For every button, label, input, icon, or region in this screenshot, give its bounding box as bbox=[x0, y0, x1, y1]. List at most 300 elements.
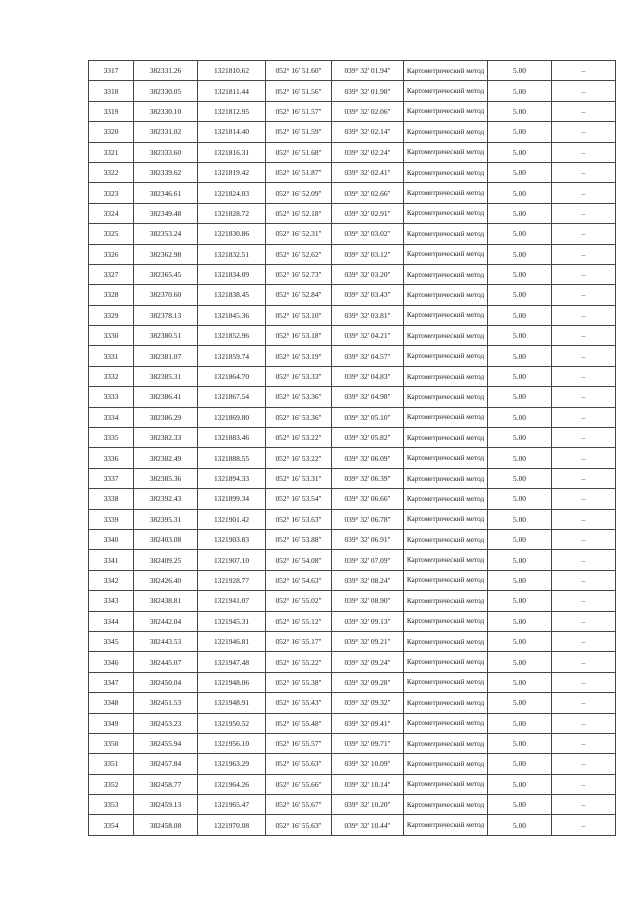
y-coordinate-cell: 1321947.48 bbox=[198, 652, 266, 672]
latitude-cell: 052° 16' 53.63" bbox=[266, 509, 332, 529]
table-row bbox=[89, 407, 616, 427]
x-coordinate-cell: 382453.23 bbox=[134, 713, 198, 733]
table-row bbox=[89, 672, 616, 692]
table-row bbox=[89, 570, 616, 590]
point-number-cell: 3341 bbox=[89, 550, 134, 570]
accuracy-cell: 5.00 bbox=[488, 468, 552, 488]
longitude-cell: 039° 32' 09.28" bbox=[332, 672, 404, 692]
latitude-cell: 052° 16' 55.67" bbox=[266, 795, 332, 815]
accuracy-cell: 5.00 bbox=[488, 795, 552, 815]
point-number-cell: 3354 bbox=[89, 815, 134, 835]
y-coordinate-cell: 1321945.31 bbox=[198, 611, 266, 631]
latitude-cell: 052° 16' 53.22" bbox=[266, 428, 332, 448]
description-cell: – bbox=[552, 815, 616, 835]
point-number-cell: 3327 bbox=[89, 264, 134, 284]
description-cell: – bbox=[552, 61, 616, 81]
x-coordinate-cell: 382365.45 bbox=[134, 264, 198, 284]
longitude-cell: 039° 32' 06.78" bbox=[332, 509, 404, 529]
latitude-cell: 052° 16' 53.18" bbox=[266, 326, 332, 346]
accuracy-cell: 5.00 bbox=[488, 693, 552, 713]
description-cell: – bbox=[552, 468, 616, 488]
point-number-cell: 3353 bbox=[89, 795, 134, 815]
accuracy-cell: 5.00 bbox=[488, 550, 552, 570]
description-cell: – bbox=[552, 611, 616, 631]
accuracy-cell: 5.00 bbox=[488, 81, 552, 101]
longitude-cell: 039° 32' 06.91" bbox=[332, 529, 404, 549]
x-coordinate-cell: 382349.48 bbox=[134, 203, 198, 223]
method-cell: Картометрический метод bbox=[404, 570, 488, 590]
description-cell: – bbox=[552, 407, 616, 427]
method-cell: Картометрический метод bbox=[404, 61, 488, 81]
description-cell: – bbox=[552, 122, 616, 142]
table-row bbox=[89, 489, 616, 509]
x-coordinate-cell: 382457.84 bbox=[134, 754, 198, 774]
table-row bbox=[89, 754, 616, 774]
point-number-cell: 3328 bbox=[89, 285, 134, 305]
description-cell: – bbox=[552, 774, 616, 794]
x-coordinate-cell: 382382.33 bbox=[134, 428, 198, 448]
table-row bbox=[89, 326, 616, 346]
accuracy-cell: 5.00 bbox=[488, 203, 552, 223]
description-cell: – bbox=[552, 326, 616, 346]
point-number-cell: 3337 bbox=[89, 468, 134, 488]
point-number-cell: 3318 bbox=[89, 81, 134, 101]
method-cell: Картометрический метод bbox=[404, 672, 488, 692]
y-coordinate-cell: 1321941.07 bbox=[198, 591, 266, 611]
description-cell: – bbox=[552, 754, 616, 774]
x-coordinate-cell: 382445.07 bbox=[134, 652, 198, 672]
table-row bbox=[89, 285, 616, 305]
longitude-cell: 039° 32' 09.41" bbox=[332, 713, 404, 733]
accuracy-cell: 5.00 bbox=[488, 733, 552, 753]
longitude-cell: 039° 32' 09.13" bbox=[332, 611, 404, 631]
point-number-cell: 3332 bbox=[89, 366, 134, 386]
method-cell: Картометрический метод bbox=[404, 203, 488, 223]
longitude-cell: 039° 32' 10.09" bbox=[332, 754, 404, 774]
longitude-cell: 039° 32' 02.91" bbox=[332, 203, 404, 223]
table-row bbox=[89, 224, 616, 244]
accuracy-cell: 5.00 bbox=[488, 387, 552, 407]
x-coordinate-cell: 382392.43 bbox=[134, 489, 198, 509]
method-cell: Картометрический метод bbox=[404, 693, 488, 713]
description-cell: – bbox=[552, 244, 616, 264]
x-coordinate-cell: 382409.25 bbox=[134, 550, 198, 570]
longitude-cell: 039° 32' 07.09" bbox=[332, 550, 404, 570]
point-number-cell: 3346 bbox=[89, 652, 134, 672]
description-cell: – bbox=[552, 489, 616, 509]
method-cell: Картометрический метод bbox=[404, 713, 488, 733]
point-number-cell: 3329 bbox=[89, 305, 134, 325]
description-cell: – bbox=[552, 142, 616, 162]
latitude-cell: 052° 16' 52.31" bbox=[266, 224, 332, 244]
longitude-cell: 039° 32' 03.12" bbox=[332, 244, 404, 264]
method-cell: Картометрический метод bbox=[404, 591, 488, 611]
latitude-cell: 052° 16' 53.10" bbox=[266, 305, 332, 325]
accuracy-cell: 5.00 bbox=[488, 162, 552, 182]
method-cell: Картометрический метод bbox=[404, 346, 488, 366]
accuracy-cell: 5.00 bbox=[488, 142, 552, 162]
method-cell: Картометрический метод bbox=[404, 244, 488, 264]
y-coordinate-cell: 1321899.34 bbox=[198, 489, 266, 509]
y-coordinate-cell: 1321824.03 bbox=[198, 183, 266, 203]
point-number-cell: 3350 bbox=[89, 733, 134, 753]
description-cell: – bbox=[552, 346, 616, 366]
point-number-cell: 3348 bbox=[89, 693, 134, 713]
latitude-cell: 052° 16' 52.62" bbox=[266, 244, 332, 264]
x-coordinate-cell: 382339.62 bbox=[134, 162, 198, 182]
latitude-cell: 052° 16' 51.59" bbox=[266, 122, 332, 142]
table-row bbox=[89, 611, 616, 631]
point-number-cell: 3324 bbox=[89, 203, 134, 223]
longitude-cell: 039° 32' 10.20" bbox=[332, 795, 404, 815]
table-row bbox=[89, 366, 616, 386]
table-row bbox=[89, 468, 616, 488]
method-cell: Картометрический метод bbox=[404, 733, 488, 753]
point-number-cell: 3331 bbox=[89, 346, 134, 366]
table-row bbox=[89, 203, 616, 223]
table-row bbox=[89, 448, 616, 468]
description-cell: – bbox=[552, 652, 616, 672]
method-cell: Картометрический метод bbox=[404, 631, 488, 651]
method-cell: Картометрический метод bbox=[404, 224, 488, 244]
x-coordinate-cell: 382451.53 bbox=[134, 693, 198, 713]
accuracy-cell: 5.00 bbox=[488, 774, 552, 794]
method-cell: Картометрический метод bbox=[404, 428, 488, 448]
latitude-cell: 052° 16' 53.33" bbox=[266, 366, 332, 386]
accuracy-cell: 5.00 bbox=[488, 652, 552, 672]
accuracy-cell: 5.00 bbox=[488, 591, 552, 611]
table-row bbox=[89, 815, 616, 835]
method-cell: Картометрический метод bbox=[404, 815, 488, 835]
table-row bbox=[89, 591, 616, 611]
description-cell: – bbox=[552, 713, 616, 733]
accuracy-cell: 5.00 bbox=[488, 815, 552, 835]
point-number-cell: 3344 bbox=[89, 611, 134, 631]
y-coordinate-cell: 1321901.42 bbox=[198, 509, 266, 529]
method-cell: Картометрический метод bbox=[404, 122, 488, 142]
y-coordinate-cell: 1321948.91 bbox=[198, 693, 266, 713]
x-coordinate-cell: 382381.07 bbox=[134, 346, 198, 366]
table-row bbox=[89, 795, 616, 815]
method-cell: Картометрический метод bbox=[404, 468, 488, 488]
point-number-cell: 3343 bbox=[89, 591, 134, 611]
point-number-cell: 3333 bbox=[89, 387, 134, 407]
latitude-cell: 052° 16' 53.22" bbox=[266, 448, 332, 468]
longitude-cell: 039° 32' 03.43" bbox=[332, 285, 404, 305]
latitude-cell: 052° 16' 51.60" bbox=[266, 61, 332, 81]
table-row bbox=[89, 387, 616, 407]
x-coordinate-cell: 382362.98 bbox=[134, 244, 198, 264]
x-coordinate-cell: 382426.40 bbox=[134, 570, 198, 590]
y-coordinate-cell: 1321883.46 bbox=[198, 428, 266, 448]
x-coordinate-cell: 382458.77 bbox=[134, 774, 198, 794]
point-number-cell: 3345 bbox=[89, 631, 134, 651]
method-cell: Картометрический метод bbox=[404, 611, 488, 631]
method-cell: Картометрический метод bbox=[404, 101, 488, 121]
method-cell: Картометрический метод bbox=[404, 509, 488, 529]
description-cell: – bbox=[552, 366, 616, 386]
table-row bbox=[89, 652, 616, 672]
description-cell: – bbox=[552, 509, 616, 529]
method-cell: Картометрический метод bbox=[404, 81, 488, 101]
longitude-cell: 039° 32' 02.41" bbox=[332, 162, 404, 182]
longitude-cell: 039° 32' 05.82" bbox=[332, 428, 404, 448]
y-coordinate-cell: 1321859.74 bbox=[198, 346, 266, 366]
table-row bbox=[89, 733, 616, 753]
description-cell: – bbox=[552, 387, 616, 407]
longitude-cell: 039° 32' 04.57" bbox=[332, 346, 404, 366]
x-coordinate-cell: 382333.60 bbox=[134, 142, 198, 162]
method-cell: Картометрический метод bbox=[404, 264, 488, 284]
accuracy-cell: 5.00 bbox=[488, 346, 552, 366]
latitude-cell: 052° 16' 52.18" bbox=[266, 203, 332, 223]
x-coordinate-cell: 382331.26 bbox=[134, 61, 198, 81]
x-coordinate-cell: 382386.29 bbox=[134, 407, 198, 427]
longitude-cell: 039° 32' 03.81" bbox=[332, 305, 404, 325]
x-coordinate-cell: 382385.36 bbox=[134, 468, 198, 488]
longitude-cell: 039° 32' 02.06" bbox=[332, 101, 404, 121]
y-coordinate-cell: 1321956.10 bbox=[198, 733, 266, 753]
latitude-cell: 052° 16' 53.19" bbox=[266, 346, 332, 366]
x-coordinate-cell: 382395.31 bbox=[134, 509, 198, 529]
description-cell: – bbox=[552, 550, 616, 570]
description-cell: – bbox=[552, 264, 616, 284]
description-cell: – bbox=[552, 448, 616, 468]
point-number-cell: 3342 bbox=[89, 570, 134, 590]
x-coordinate-cell: 382443.53 bbox=[134, 631, 198, 651]
latitude-cell: 052° 16' 55.38" bbox=[266, 672, 332, 692]
latitude-cell: 052° 16' 52.84" bbox=[266, 285, 332, 305]
latitude-cell: 052° 16' 53.88" bbox=[266, 529, 332, 549]
accuracy-cell: 5.00 bbox=[488, 570, 552, 590]
x-coordinate-cell: 382330.10 bbox=[134, 101, 198, 121]
accuracy-cell: 5.00 bbox=[488, 672, 552, 692]
y-coordinate-cell: 1321903.83 bbox=[198, 529, 266, 549]
accuracy-cell: 5.00 bbox=[488, 224, 552, 244]
accuracy-cell: 5.00 bbox=[488, 61, 552, 81]
description-cell: – bbox=[552, 733, 616, 753]
y-coordinate-cell: 1321819.42 bbox=[198, 162, 266, 182]
description-cell: – bbox=[552, 203, 616, 223]
point-number-cell: 3320 bbox=[89, 122, 134, 142]
accuracy-cell: 5.00 bbox=[488, 183, 552, 203]
accuracy-cell: 5.00 bbox=[488, 122, 552, 142]
point-number-cell: 3317 bbox=[89, 61, 134, 81]
point-number-cell: 3321 bbox=[89, 142, 134, 162]
longitude-cell: 039° 32' 08.90" bbox=[332, 591, 404, 611]
table-body bbox=[89, 61, 616, 836]
longitude-cell: 039° 32' 02.14" bbox=[332, 122, 404, 142]
accuracy-cell: 5.00 bbox=[488, 244, 552, 264]
latitude-cell: 052° 16' 55.17" bbox=[266, 631, 332, 651]
point-number-cell: 3351 bbox=[89, 754, 134, 774]
y-coordinate-cell: 1321946.81 bbox=[198, 631, 266, 651]
description-cell: – bbox=[552, 224, 616, 244]
description-cell: – bbox=[552, 305, 616, 325]
table-row bbox=[89, 61, 616, 81]
latitude-cell: 052° 16' 51.56" bbox=[266, 81, 332, 101]
y-coordinate-cell: 1321928.77 bbox=[198, 570, 266, 590]
longitude-cell: 039° 32' 08.24" bbox=[332, 570, 404, 590]
latitude-cell: 052° 16' 55.22" bbox=[266, 652, 332, 672]
latitude-cell: 052° 16' 55.63" bbox=[266, 815, 332, 835]
y-coordinate-cell: 1321811.44 bbox=[198, 81, 266, 101]
latitude-cell: 052° 16' 51.68" bbox=[266, 142, 332, 162]
x-coordinate-cell: 382442.04 bbox=[134, 611, 198, 631]
table-row bbox=[89, 142, 616, 162]
y-coordinate-cell: 1321965.47 bbox=[198, 795, 266, 815]
longitude-cell: 039° 32' 09.21" bbox=[332, 631, 404, 651]
longitude-cell: 039° 32' 06.09" bbox=[332, 448, 404, 468]
y-coordinate-cell: 1321948.06 bbox=[198, 672, 266, 692]
accuracy-cell: 5.00 bbox=[488, 264, 552, 284]
longitude-cell: 039° 32' 03.02" bbox=[332, 224, 404, 244]
longitude-cell: 039° 32' 06.66" bbox=[332, 489, 404, 509]
accuracy-cell: 5.00 bbox=[488, 754, 552, 774]
y-coordinate-cell: 1321894.33 bbox=[198, 468, 266, 488]
latitude-cell: 052° 16' 55.63" bbox=[266, 754, 332, 774]
accuracy-cell: 5.00 bbox=[488, 611, 552, 631]
point-number-cell: 3326 bbox=[89, 244, 134, 264]
method-cell: Картометрический метод bbox=[404, 774, 488, 794]
x-coordinate-cell: 382353.24 bbox=[134, 224, 198, 244]
table-row bbox=[89, 774, 616, 794]
method-cell: Картометрический метод bbox=[404, 795, 488, 815]
x-coordinate-cell: 382386.41 bbox=[134, 387, 198, 407]
table-row bbox=[89, 631, 616, 651]
accuracy-cell: 5.00 bbox=[488, 101, 552, 121]
accuracy-cell: 5.00 bbox=[488, 428, 552, 448]
latitude-cell: 052° 16' 52.09" bbox=[266, 183, 332, 203]
latitude-cell: 052° 16' 53.36" bbox=[266, 407, 332, 427]
accuracy-cell: 5.00 bbox=[488, 448, 552, 468]
y-coordinate-cell: 1321814.40 bbox=[198, 122, 266, 142]
y-coordinate-cell: 1321830.86 bbox=[198, 224, 266, 244]
longitude-cell: 039° 32' 09.24" bbox=[332, 652, 404, 672]
point-number-cell: 3338 bbox=[89, 489, 134, 509]
longitude-cell: 039° 32' 10.44" bbox=[332, 815, 404, 835]
accuracy-cell: 5.00 bbox=[488, 489, 552, 509]
latitude-cell: 052° 16' 55.66" bbox=[266, 774, 332, 794]
latitude-cell: 052° 16' 55.57" bbox=[266, 733, 332, 753]
x-coordinate-cell: 382455.94 bbox=[134, 733, 198, 753]
accuracy-cell: 5.00 bbox=[488, 305, 552, 325]
x-coordinate-cell: 382370.60 bbox=[134, 285, 198, 305]
description-cell: – bbox=[552, 183, 616, 203]
y-coordinate-cell: 1321950.52 bbox=[198, 713, 266, 733]
table-row bbox=[89, 713, 616, 733]
table-row bbox=[89, 509, 616, 529]
y-coordinate-cell: 1321869.80 bbox=[198, 407, 266, 427]
longitude-cell: 039° 32' 05.10" bbox=[332, 407, 404, 427]
point-number-cell: 3347 bbox=[89, 672, 134, 692]
x-coordinate-cell: 382459.13 bbox=[134, 795, 198, 815]
longitude-cell: 039° 32' 02.66" bbox=[332, 183, 404, 203]
y-coordinate-cell: 1321970.08 bbox=[198, 815, 266, 835]
table-row bbox=[89, 183, 616, 203]
table-row bbox=[89, 428, 616, 448]
y-coordinate-cell: 1321963.29 bbox=[198, 754, 266, 774]
coordinates-table bbox=[88, 60, 616, 836]
table-row bbox=[89, 162, 616, 182]
y-coordinate-cell: 1321832.51 bbox=[198, 244, 266, 264]
y-coordinate-cell: 1321810.62 bbox=[198, 61, 266, 81]
method-cell: Картометрический метод bbox=[404, 326, 488, 346]
method-cell: Картометрический метод bbox=[404, 489, 488, 509]
accuracy-cell: 5.00 bbox=[488, 529, 552, 549]
table-row bbox=[89, 101, 616, 121]
accuracy-cell: 5.00 bbox=[488, 713, 552, 733]
longitude-cell: 039° 32' 10.14" bbox=[332, 774, 404, 794]
y-coordinate-cell: 1321828.72 bbox=[198, 203, 266, 223]
method-cell: Картометрический метод bbox=[404, 652, 488, 672]
table-row bbox=[89, 550, 616, 570]
method-cell: Картометрический метод bbox=[404, 366, 488, 386]
description-cell: – bbox=[552, 570, 616, 590]
longitude-cell: 039° 32' 01.98" bbox=[332, 81, 404, 101]
point-number-cell: 3349 bbox=[89, 713, 134, 733]
longitude-cell: 039° 32' 04.98" bbox=[332, 387, 404, 407]
latitude-cell: 052° 16' 54.08" bbox=[266, 550, 332, 570]
latitude-cell: 052° 16' 53.31" bbox=[266, 468, 332, 488]
accuracy-cell: 5.00 bbox=[488, 509, 552, 529]
y-coordinate-cell: 1321834.09 bbox=[198, 264, 266, 284]
longitude-cell: 039° 32' 06.39" bbox=[332, 468, 404, 488]
accuracy-cell: 5.00 bbox=[488, 326, 552, 346]
description-cell: – bbox=[552, 428, 616, 448]
y-coordinate-cell: 1321964.26 bbox=[198, 774, 266, 794]
method-cell: Картометрический метод bbox=[404, 183, 488, 203]
longitude-cell: 039° 32' 01.94" bbox=[332, 61, 404, 81]
y-coordinate-cell: 1321816.31 bbox=[198, 142, 266, 162]
y-coordinate-cell: 1321812.95 bbox=[198, 101, 266, 121]
x-coordinate-cell: 382403.08 bbox=[134, 529, 198, 549]
point-number-cell: 3330 bbox=[89, 326, 134, 346]
latitude-cell: 052° 16' 55.12" bbox=[266, 611, 332, 631]
description-cell: – bbox=[552, 795, 616, 815]
longitude-cell: 039° 32' 02.24" bbox=[332, 142, 404, 162]
latitude-cell: 052° 16' 55.43" bbox=[266, 693, 332, 713]
accuracy-cell: 5.00 bbox=[488, 407, 552, 427]
point-number-cell: 3340 bbox=[89, 529, 134, 549]
x-coordinate-cell: 382330.05 bbox=[134, 81, 198, 101]
longitude-cell: 039° 32' 04.83" bbox=[332, 366, 404, 386]
point-number-cell: 3336 bbox=[89, 448, 134, 468]
longitude-cell: 039° 32' 09.32" bbox=[332, 693, 404, 713]
x-coordinate-cell: 382346.61 bbox=[134, 183, 198, 203]
method-cell: Картометрический метод bbox=[404, 529, 488, 549]
method-cell: Картометрический метод bbox=[404, 550, 488, 570]
x-coordinate-cell: 382382.49 bbox=[134, 448, 198, 468]
x-coordinate-cell: 382438.81 bbox=[134, 591, 198, 611]
x-coordinate-cell: 382331.02 bbox=[134, 122, 198, 142]
accuracy-cell: 5.00 bbox=[488, 285, 552, 305]
method-cell: Картометрический метод bbox=[404, 285, 488, 305]
description-cell: – bbox=[552, 81, 616, 101]
longitude-cell: 039° 32' 09.71" bbox=[332, 733, 404, 753]
latitude-cell: 052° 16' 53.36" bbox=[266, 387, 332, 407]
table-row bbox=[89, 305, 616, 325]
point-number-cell: 3334 bbox=[89, 407, 134, 427]
description-cell: – bbox=[552, 693, 616, 713]
description-cell: – bbox=[552, 591, 616, 611]
latitude-cell: 052° 16' 53.54" bbox=[266, 489, 332, 509]
longitude-cell: 039° 32' 04.21" bbox=[332, 326, 404, 346]
table-row bbox=[89, 244, 616, 264]
latitude-cell: 052° 16' 52.73" bbox=[266, 264, 332, 284]
point-number-cell: 3352 bbox=[89, 774, 134, 794]
point-number-cell: 3319 bbox=[89, 101, 134, 121]
